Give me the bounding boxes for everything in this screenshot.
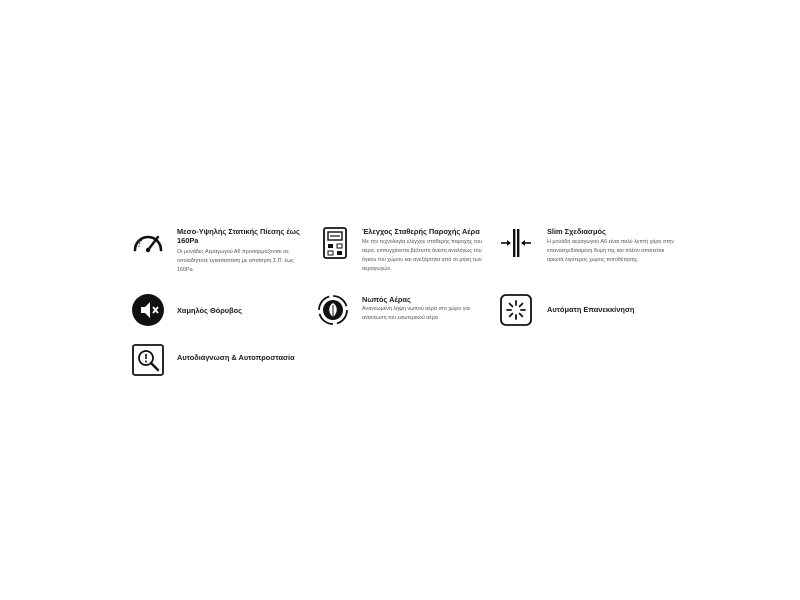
feature-title: Αυτοδιάγνωση & Αυτοπροστασία [177,353,295,362]
speedometer-icon [131,225,165,259]
feature-title: Μεσο-Υψηλής Στατικής Πίεσης έως 160Pa [177,227,300,245]
auto-restart-icon [499,293,533,327]
feature-title: Χαμηλός Θόρυβος [177,306,242,315]
low-noise-icon [131,293,165,327]
airflow-control-panel-icon [318,226,352,260]
feature-description: Με την τεχνολογία ελέγχου σταθερής παροχής του αέρα, επιτυγχάνεται βέλτιστη άνεση αναλόγως του όγκου του χώρου και ανεξάρτητα από το μήκη των αεραγωγών. [362,239,482,272]
feature-description: Η μονάδα αεραγωγού Α6 είναι πολύ λεπτή χάρη στην επανασχεδιασμένη δομή της και πλέον απαιτείται αρκετά λιγότερος χώρος τοποθέτησης. [547,239,675,263]
slim-design-icon [499,226,533,260]
self-diagnosis-icon [131,343,165,377]
feature-title: Αυτόματη Επανεκκίνηση [547,305,635,314]
feature-description: Οι μονάδες Αεραγωγού Α6 προσαρμόζονται σε οποιαδήποτε εγκατάσταση με απαίτηση Σ.Π. έως 160Pa [177,249,294,273]
feature-description: Ανανεωμένη λήψη νωπού αέρα στο χώρο για ανανέωση του εσωτερικού αέρα [362,306,470,321]
feature-title: Νωπός Αέρας [362,295,411,304]
fresh-air-icon [316,293,350,327]
feature-title: Slim Σχεδιασμός [547,227,606,236]
feature-title: Έλεγχος Σταθερής Παροχής Αέρα [362,227,480,236]
